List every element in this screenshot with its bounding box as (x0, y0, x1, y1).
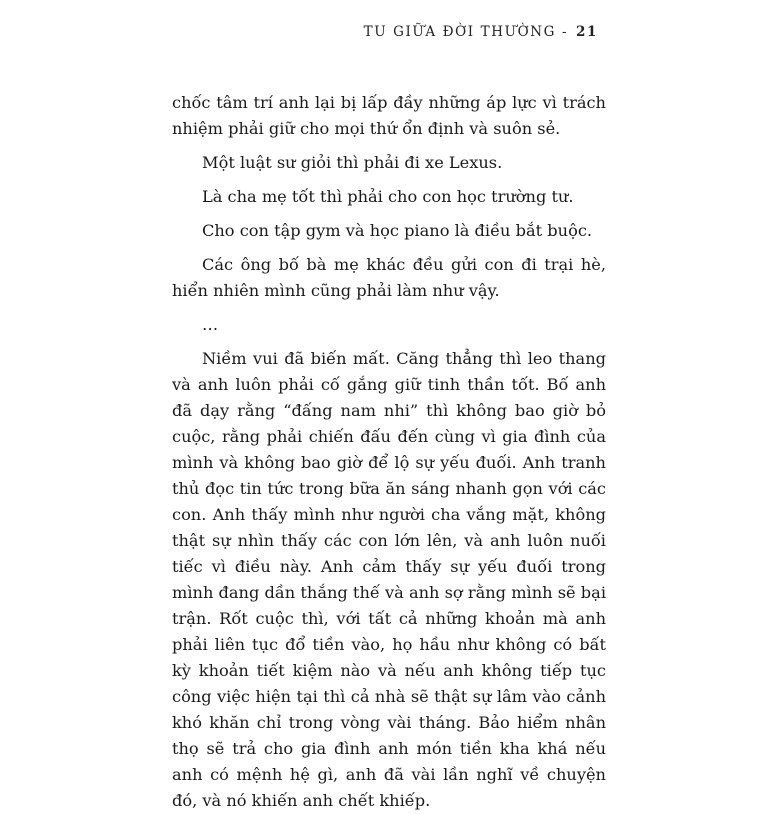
paragraph: Niềm vui đã biến mất. Căng thẳng thì leo thang và anh luôn phải cố gắng giữ tinh thần tốt. Bố anh đã dạy rằng “đấng nam nhi” thì không bao giờ bỏ cuộc, rằng phải chiến đấu đến cùng vì gia đình của mình và không bao giờ để lộ sự yếu đuối. Anh tranh thủ đọc tin tức trong bữa ăn sáng nhanh gọn với các con. Anh thấy mình như người cha vắng mặt, không thật sự nhìn thấy các con lớn lên, và anh luôn nuối tiếc vì điều này. Anh cảm thấy sự yếu đuối trong mình đang dần thắng thế và anh sợ rằng mình sẽ bại trận. Rốt cuộc thì, với tất cả những khoản mà anh phải liên tục đổ tiền vào, họ hầu như không có bất kỳ khoản tiết kiệm nào và nếu anh không tiếp tục công việc hiện tại thì cả nhà sẽ thật sự lâm vào cảnh khó khăn chỉ trong vòng vài tháng. Bảo hiểm nhân thọ sẽ trả cho gia đình anh món tiền kha khá nếu anh có mệnh hệ gì, anh đã vài lần nghĩ về chuyện đó, và nó khiến anh chết khiếp. (172, 349, 606, 810)
running-header-separator: - (556, 24, 574, 40)
paragraph: Cho con tập gym và học piano là điều bắt buộc. (202, 221, 593, 240)
paragraph: chốc tâm trí anh lại bị lấp đầy những áp lực vì trách nhiệm phải giữ cho mọi thứ ổn định và suôn sẻ. (172, 93, 606, 138)
paragraph: Các ông bố bà mẹ khác đều gửi con đi trại hè, hiển nhiên mình cũng phải làm như vậy. (172, 255, 606, 300)
body-text (172, 90, 606, 814)
paragraph: Là cha mẹ tốt thì phải cho con học trường tư. (202, 187, 574, 206)
page-number: 21 (576, 24, 598, 40)
paragraph: Một luật sư giỏi thì phải đi xe Lexus. (202, 153, 503, 172)
running-header (364, 24, 598, 40)
ellipsis-paragraph: … (202, 315, 219, 334)
running-header-title: TU GIỮA ĐỜI THƯỜNG (363, 24, 557, 40)
